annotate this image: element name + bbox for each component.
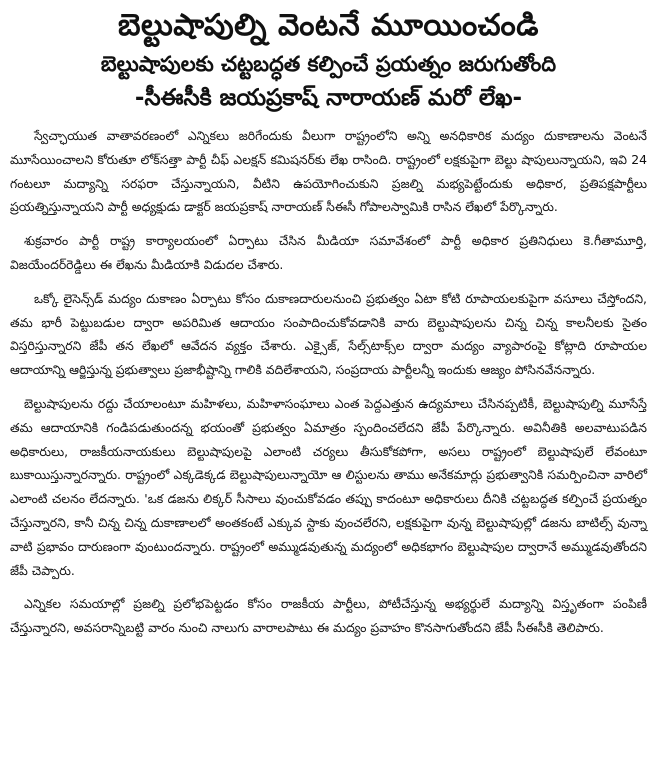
subheadline: బెల్టుషాపులకు చట్టబద్ధత కల్పించే ప్రయత్నం జరుగుతోంది bbox=[100, 52, 557, 76]
paragraph-3: ఒక్కో లైసెన్స్‌డ్ మద్యం దుకాణం ఏర్పాటు కోసం దుకాణదారులనుంచి ప్రభుత్వం ఏటా కోటి రూపాయలకుపైగా వసూలు చేస్తోందని, తమ భారీ పెట్టుబడుల ద్వారా అపరిమిత ఆదాయం సంపాదించుకోవడానికి వారు బెల్టుషాపులను చిన్న చిన్న కాలనీలకు సైతం విస్తరిస్తున్నారని జేపీ తన లేఖలో ఆవేదన వ్యక్తం చేశారు. ఎక్సైజ్, సేల్స్‌టాక్స్‌ల ద్వారా మద్యం వ్యాపారంపై కోట్లాది రూపాయల ఆదాయాన్ని ఆర్జిస్తున్న ప్రభుత్వాలు ప్రజాభీష్టాన్ని గాలికి వదిలేశాయని, సంప్రదాయ పార్టీలన్నీ ఇందుకు ఆజ్యం పోసినవేనన్నారు. bbox=[10, 290, 647, 378]
paragraph-1: స్వేచ్ఛాయుత వాతావరణంలో ఎన్నికలు జరిగేందుకు వీలుగా రాష్ట్రంలోని అన్ని అనధికారిక మద్యం దుకాణాలను వెంటనే మూసేయించాలని కోరుతూ లోక్‌సత్తా పార్టీ చీఫ్ ఎలక్షన్ కమిషనర్‌కు లేఖ రాసింది. రాష్ట్రంలో లక్షకుపైగా బెల్టు షాపులున్నాయని, ఇవి 24 గంటలూ మద్యాన్ని సరఫరా చేస్తున్నాయని, వీటిని ఉపయోగించుకుని ప్రజల్ని మభ్యపెట్టేందుకు అధికార, ప్రతిపక్షపార్టీలు ప్రయత్నిస్తున్నాయని పార్టీ అధ్యక్షుడు డాక్టర్ జయప్రకాష్ నారాయణ్ సీఈసీ గోపాలస్వామికి రాసిన లేఖలో పేర్కొన్నారు. bbox=[10, 128, 647, 215]
tagline: -సీఈసీకి జయప్రకాష్ నారాయణ్ మరో లేఖ- bbox=[134, 85, 523, 111]
article-body bbox=[10, 124, 647, 640]
paragraph-5: ఎన్నికల సమయాల్లో ప్రజల్ని ప్రలోభపెట్టడం కోసం రాజకీయ పార్టీలు, పోటీచేస్తున్న అభ్యర్థులే మద్యాన్ని విస్తృతంగా పంపిణీ చేస్తున్నారని, అవసరాన్నిబట్టి వారం నుంచి నాలుగు వారాలపాటు ఈ మద్యం ప్రవాహం కొనసాగుతోందని జేపీ సీఈసీకి తెలిపారు. bbox=[10, 596, 647, 636]
paragraph-2: శుక్రవారం పార్టీ రాష్ట్ర కార్యాలయంలో ఏర్పాటు చేసిన మీడియా సమావేశంలో పార్టీ అధికార ప్రతినిధులు కె.గీతామూర్తి, విజయేందర్‌రెడ్డిలు ఈ లేఖను మీడియాకి విడుదల చేశారు. bbox=[10, 233, 647, 272]
headline: బెల్టుషాపుల్ని వెంటనే మూయించండి bbox=[118, 8, 539, 43]
paragraph-4: బెల్టుషాపులను రద్దు చేయాలంటూ మహిళలు, మహిళాసంఘాలు ఎంత పెద్దఎత్తున ఉద్యమాలు చేసినప్పటికీ, బెల్టుషాపుల్ని మూసేస్తే తమ ఆదాయానికి గండిపడుతుందన్న భయంతో ప్రభుత్వం ఏమాత్రం స్పందించలేదని జేపీ పేర్కొన్నారు. అవినీతికి అలవాటుపడిన అధికారులు, రాజకీయనాయకులు బెల్టుషాపులపై ఎలాంటి చర్యలు తీసుకోకపోగా, అసలు రాష్ట్రంలో బెల్టుషాపులే లేవంటూ బుకాయిస్తున్నారన్నారు. రాష్ట్రంలో ఎక్కడెక్కడ బెల్టుషాపులున్నాయో ఆ లిస్టులను తాము అనేకమార్లు ప్రభుత్వానికి సమర్పించినా వారిలో ఎలాంటి చలనం లేదన్నారు. 'ఒక డజను లిక్కర్ సీసాలు వుంచుకోవడం తప్పు కాదంటూ అధికారులు దీనికి చట్టబద్ధత కల్పించే ప్రయత్నం చేస్తున్నారని, కానీ చిన్న చిన్న దుకాణాలలో అంతకంటే ఎక్కువ స్టాకు వుంచలేరని, లక్షకుపైగా వున్న బెల్టుషాపుల్లో డజను బాటిల్స్ వున్నా వాటి ప్రభావం దారుణంగా వుంటుందన్నారు. రాష్ట్రంలో అమ్ముడవుతున్న మద్యంలో అధికభాగం బెల్టుషాపుల ద్వారానే అమ్ముడవుతోందని జేపీ చెప్పారు. bbox=[10, 395, 647, 578]
